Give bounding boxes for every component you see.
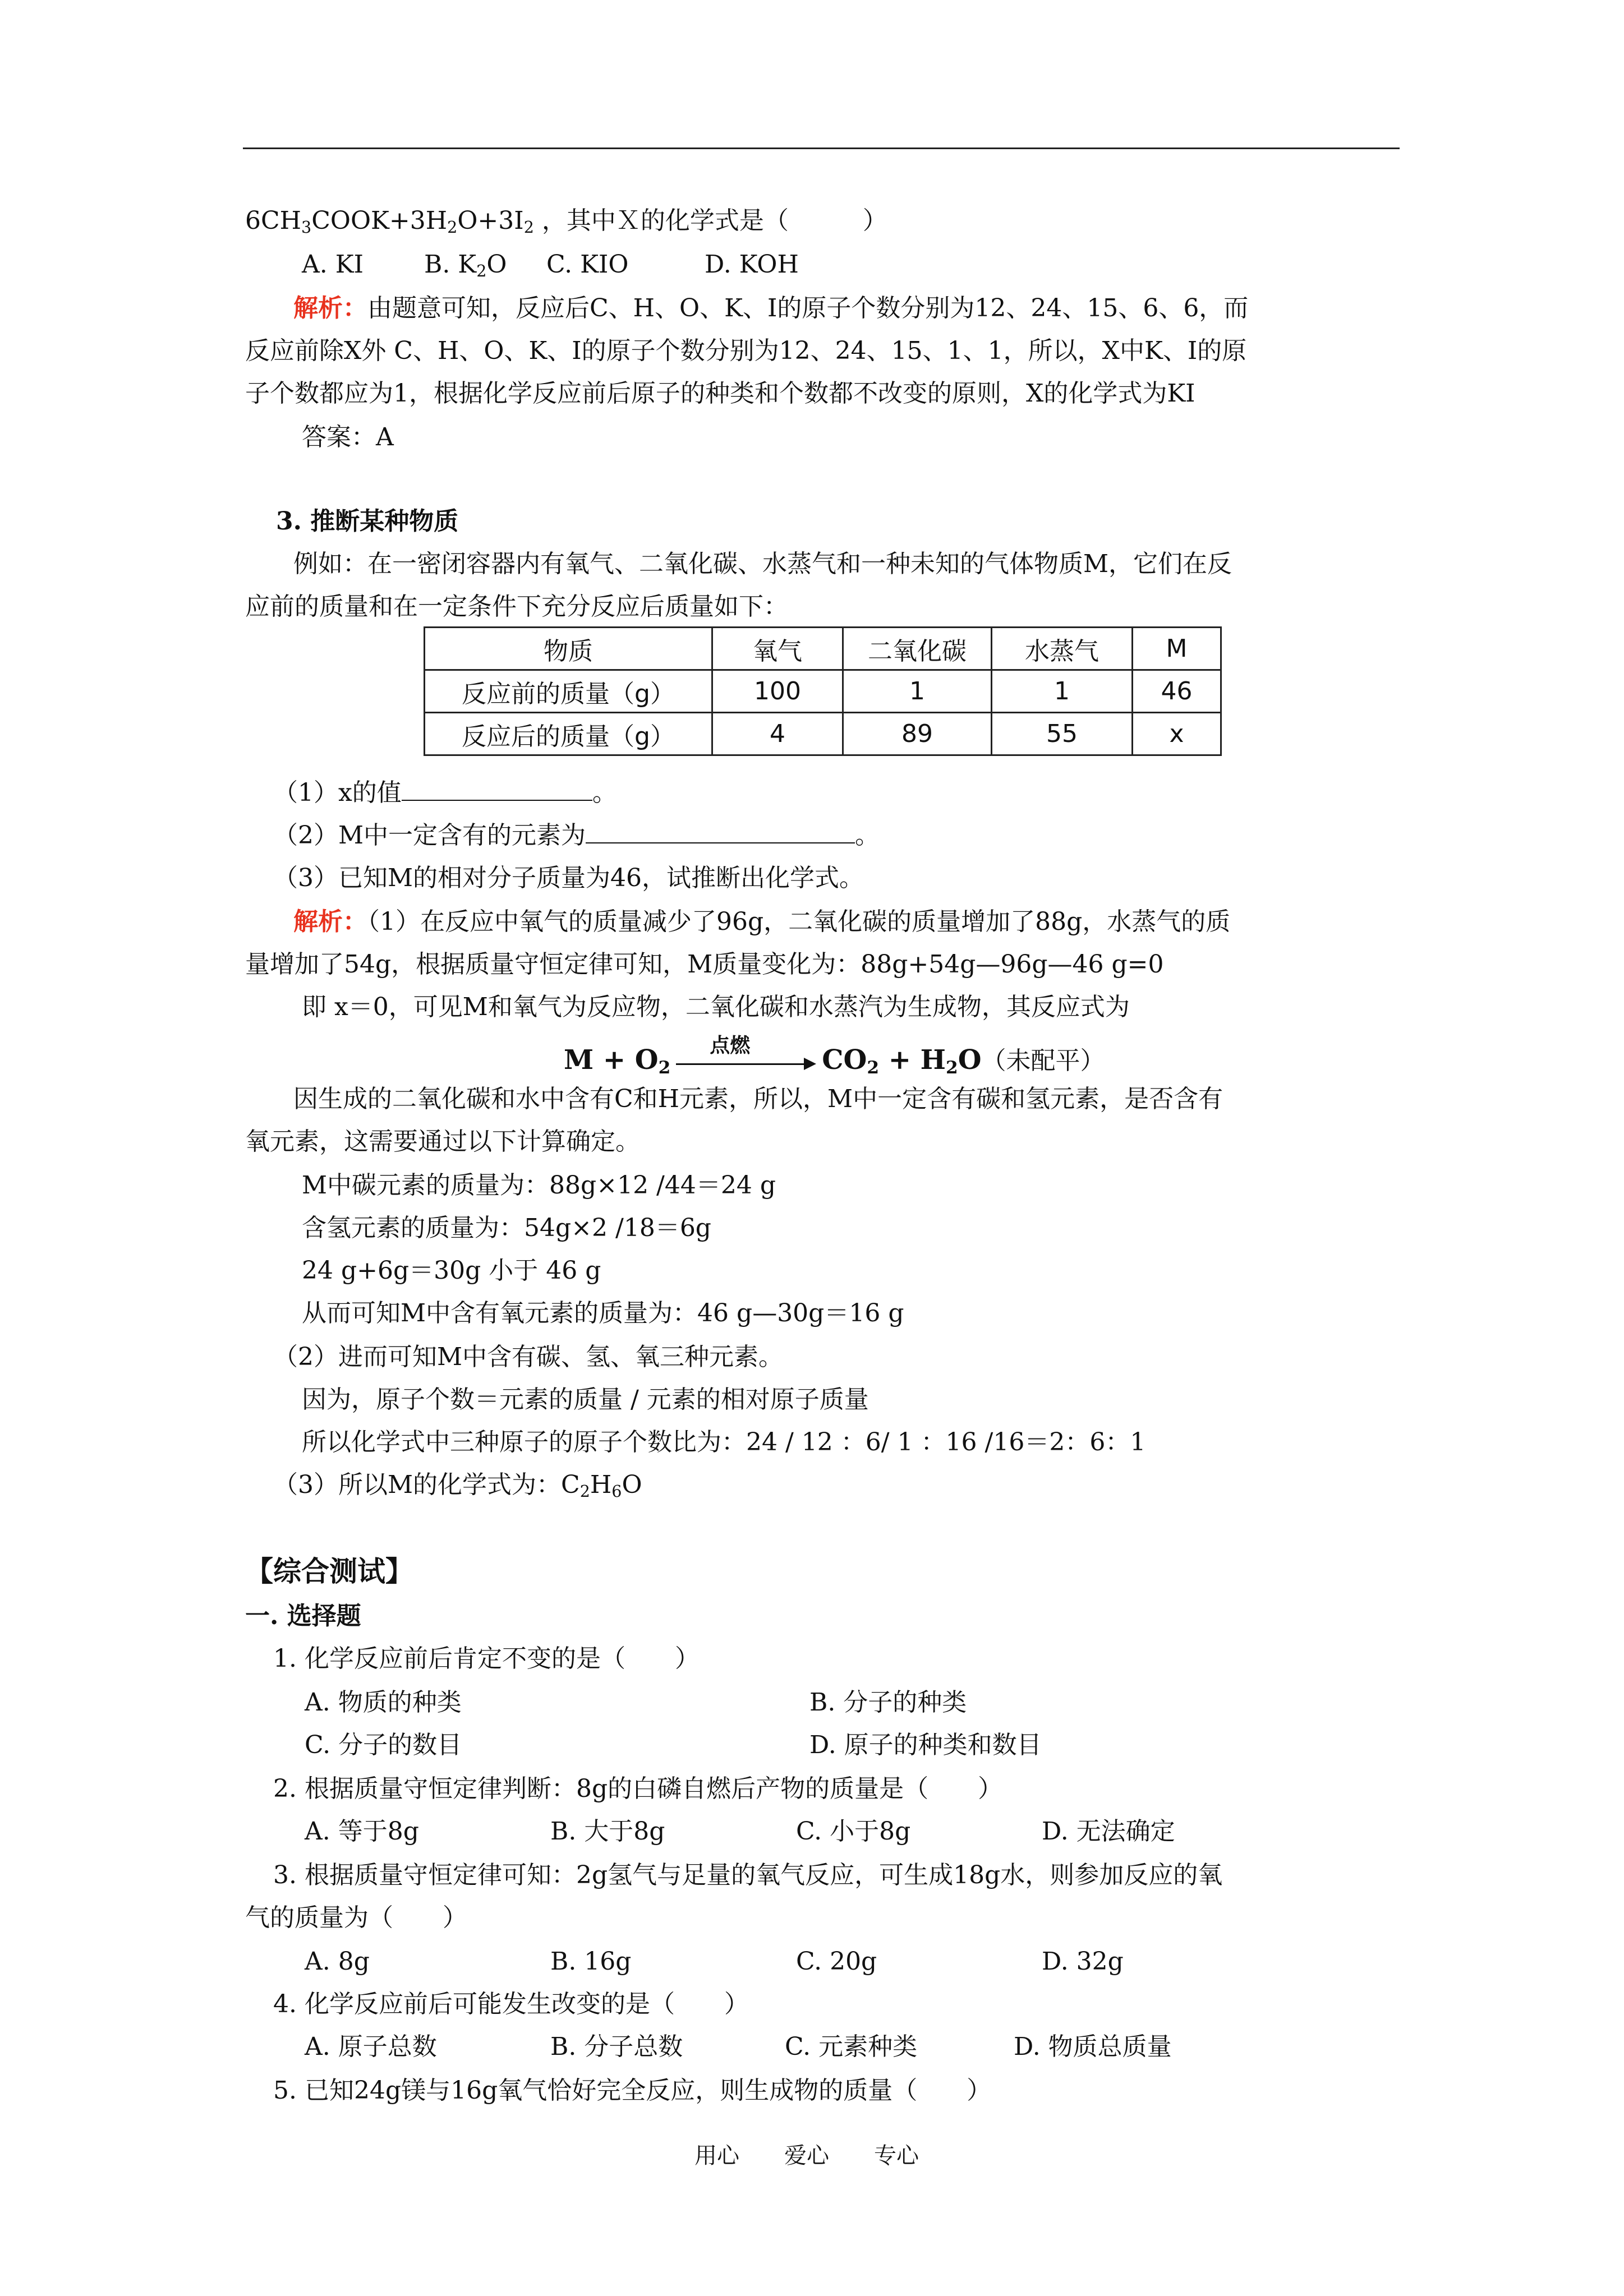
page-footer: 用心 爱心 专心 xyxy=(694,2143,919,2169)
analysis-line: 解析：（1）在反应中氧气的质量减少了96g，二氧化碳的质量增加了88g，水蒸气的质 xyxy=(293,907,1231,936)
question-2: （2）M中一定含有的元素为 。 xyxy=(273,821,880,850)
test-question: 1. 化学反应前后肯定不变的是（ ） xyxy=(273,1644,700,1673)
reasoning-line: （2）进而可知M中含有碳、氢、氧三种元素。 xyxy=(273,1343,784,1371)
option-row xyxy=(305,2030,1172,2064)
intro-line: 例如：在一密闭容器内有氧气、二氧化碳、水蒸气和一种未知的气体物质M，它们在反 xyxy=(293,550,1232,578)
test-question: 2. 根据质量守恒定律判断：8g的白磷自燃后产物的质量是（ ） xyxy=(273,1774,1003,1803)
option[interactable]: D. 原子的种类和数目 xyxy=(809,1731,1042,1759)
question-3: （3）已知M的相对分子质量为46，试推断出化学式。 xyxy=(273,864,864,892)
option[interactable]: B. 分子的种类 xyxy=(809,1688,967,1717)
option[interactable]: D. 物质总质量 xyxy=(1014,2032,1172,2061)
table-cell: 55 xyxy=(992,713,1133,755)
table-cell: 46 xyxy=(1133,670,1221,713)
mass-table xyxy=(424,626,1222,756)
option[interactable]: C. 20g xyxy=(796,1947,877,1976)
reaction-line: $6CH_3COOK+3H_2O+3I_2$ ，其中Ｘ的化学式是（ ） xyxy=(245,206,887,237)
option[interactable]: A. 物质的种类 xyxy=(305,1688,462,1717)
table-cell: 100 xyxy=(712,670,843,713)
option[interactable]: D. 无法确定 xyxy=(1042,1817,1175,1846)
option[interactable]: A. 等于8g xyxy=(305,1817,419,1846)
table-row xyxy=(425,713,1221,755)
option[interactable]: B. 大于8g xyxy=(550,1817,665,1846)
option-row xyxy=(305,1945,1124,1979)
table-header-cell: 氧气 xyxy=(712,628,843,670)
analysis-line: 解析：由题意可知，反应后C、H、O、K、I的原子个数分别为12、24、15、6、6，而 xyxy=(293,294,1249,322)
table-cell: 反应前的质量（g） xyxy=(425,670,712,713)
option[interactable]: A. 8g xyxy=(305,1947,370,1976)
reaction-equation: $M + O_2$ 点燃 $CO_2 + H_2O$（未配平） xyxy=(564,1033,1105,1078)
option-row xyxy=(305,1728,1042,1762)
option[interactable]: C. 小于8g xyxy=(796,1817,911,1846)
header-rule xyxy=(243,147,1400,149)
table-cell: 4 xyxy=(712,713,843,755)
reaction-arrow: 点燃 xyxy=(676,1051,816,1073)
reasoning-line: 24 g+6g＝30g 小于 46 g xyxy=(302,1256,601,1285)
analysis-line: 子个数都应为1，根据化学反应前后原子的种类和个数都不改变的原则，X的化学式为KI xyxy=(245,379,1195,408)
table-header-row xyxy=(425,628,1221,670)
answer-blank[interactable] xyxy=(586,820,855,843)
option[interactable]: B. 分子总数 xyxy=(550,2032,683,2061)
option[interactable]: D. 32g xyxy=(1042,1947,1124,1976)
question-1: （1）x的值 。 xyxy=(273,778,617,807)
reasoning-line: 所以化学式中三种原子的原子个数比为：24 / 12 ：6/ 1 ：16 /16＝2：6：1 xyxy=(302,1428,1146,1456)
analysis-line: 反应前除X外 C、H、O、K、I的原子个数分别为12、24、15、1、1，所以，X中K、I的原 xyxy=(245,336,1247,365)
option[interactable]: C. 分子的数目 xyxy=(305,1731,462,1759)
reasoning-line: M中碳元素的质量为：88g×12 /44＝24 g xyxy=(302,1171,776,1200)
table-header-cell: 物质 xyxy=(425,628,712,670)
table-row xyxy=(425,670,1221,713)
option[interactable]: A. 原子总数 xyxy=(305,2032,437,2061)
option-row xyxy=(305,1686,967,1719)
test-question: 5. 已知24g镁与16g氧气恰好完全反应，则生成物的质量（ ） xyxy=(273,2076,992,2105)
table-cell: 89 xyxy=(843,713,992,755)
analysis-line: 即 x＝0，可见M和氧气为反应物，二氧化碳和水蒸汽为生成物，其反应式为 xyxy=(302,993,1130,1021)
test-section: 一. 选择题 xyxy=(245,1602,361,1630)
table-header-cell: 水蒸气 xyxy=(992,628,1133,670)
reasoning-line: 氧元素，这需要通过以下计算确定。 xyxy=(245,1127,640,1156)
intro-line: 应前的质量和在一定条件下充分反应后质量如下： xyxy=(245,592,788,621)
reasoning-line: 从而可知M中含有氧元素的质量为：46 g—30g＝16 g xyxy=(302,1299,904,1327)
test-question: 4. 化学反应前后可能发生改变的是（ ） xyxy=(273,1990,749,2018)
table-cell: 1 xyxy=(992,670,1133,713)
reasoning-line: 因生成的二氧化碳和水中含有C和H元素，所以，M中一定含有碳和氢元素，是否含有 xyxy=(293,1085,1223,1113)
table-header-cell: M xyxy=(1133,628,1221,670)
answer-blank[interactable] xyxy=(402,777,592,801)
option[interactable]: B. 16g xyxy=(550,1947,632,1976)
reasoning-line: 含氢元素的质量为：54g×2 /18＝6g xyxy=(302,1214,711,1242)
test-title: 【综合测试】 xyxy=(245,1555,413,1588)
test-question: 气的质量为（ ） xyxy=(245,1903,467,1932)
table-header-cell: 二氧化碳 xyxy=(843,628,992,670)
answer-line: 答案：A xyxy=(302,423,394,451)
table-cell: 1 xyxy=(843,670,992,713)
test-question: 3. 根据质量守恒定律可知：2g氢气与足量的氧气反应，可生成18g水，则参加反应的氧 xyxy=(273,1861,1223,1889)
reasoning-line: （3）所以M的化学式为：$C_2H_6O$ xyxy=(273,1470,642,1501)
option-row xyxy=(305,1815,1175,1848)
question-options: A. KI B. $K_2O$ C. KIO D. KOH xyxy=(302,250,799,281)
table-cell: 反应后的质量（g） xyxy=(425,713,712,755)
option[interactable]: C. 元素种类 xyxy=(785,2032,918,2061)
analysis-line: 量增加了54g，根据质量守恒定律可知，M质量变化为：88g+54g—96g—46 g=0 xyxy=(245,950,1164,979)
reasoning-line: 因为，原子个数＝元素的质量 / 元素的相对原子质量 xyxy=(302,1385,869,1414)
table-cell: x xyxy=(1133,713,1221,755)
section-heading: 3. 推断某种物质 xyxy=(276,507,459,536)
